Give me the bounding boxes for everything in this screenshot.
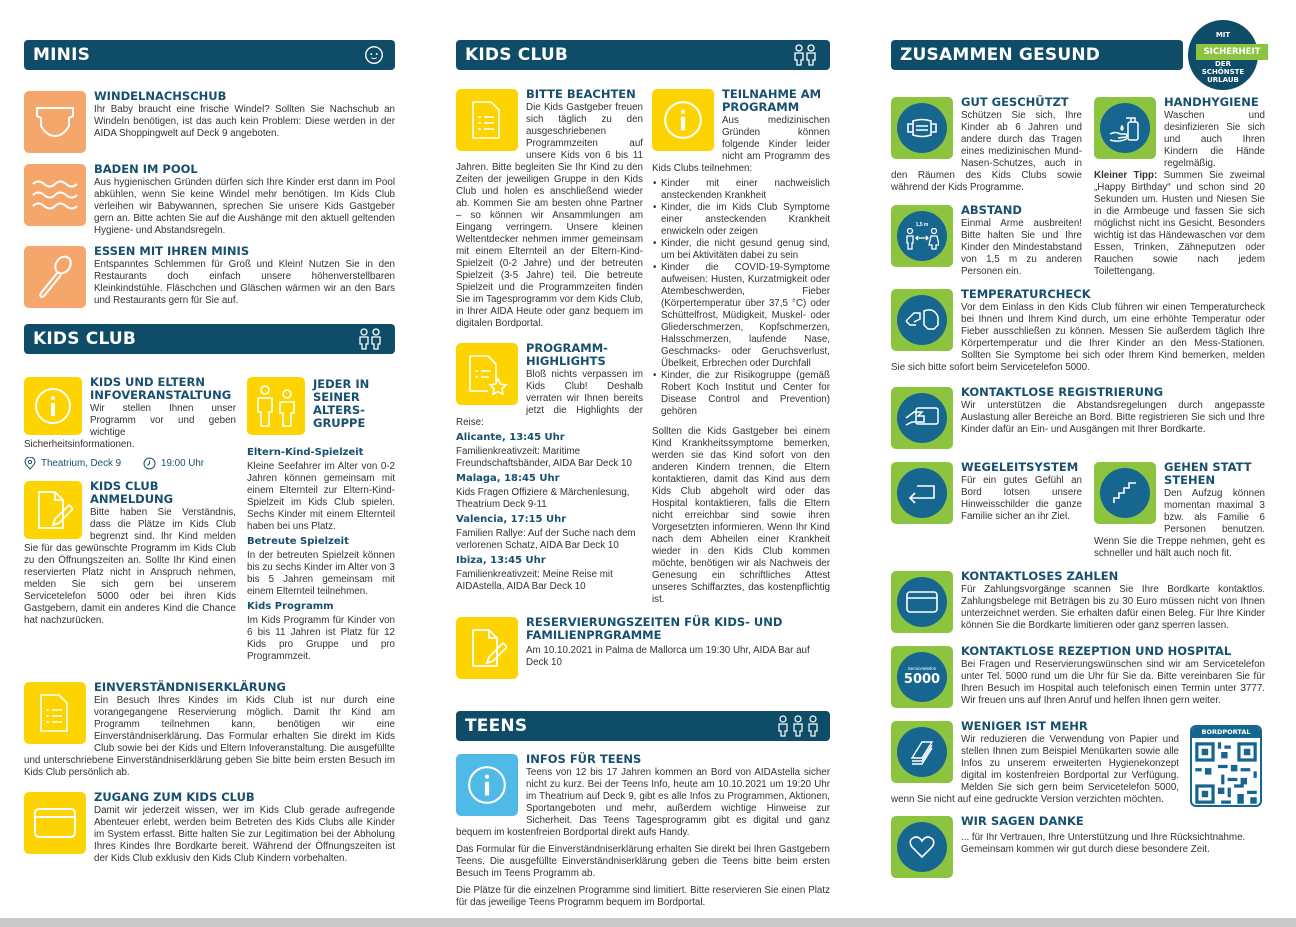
- item-text: Waschen und desinfizieren Sie sich und auch Ihren Kindern die Hände regelmäßig.: [1164, 110, 1265, 169]
- health-row-1: [891, 96, 1265, 278]
- distance-label: 1,5 m: [915, 222, 929, 228]
- item-title: TEMPERATURCHECK: [961, 287, 1091, 301]
- event-info-row: [24, 457, 236, 470]
- item-text: Ihr Baby braucht eine frische Windel? Sollten Sie Nachschub an Windeln benötigen, ist das auch kein Problem: Diese werden in der AIDA Shoppingwelt auf Deck 9 angeboten.: [94, 104, 395, 139]
- list-item: • Kinder, die im Kids Club Symptome einer ansteckenden Krankheit enwickeln oder zeigen: [661, 202, 830, 238]
- item-text: Sollten die Kids Gastgeber bei einem Kind Krankheitssymptome bemerken, werden sie das Kind sofort von den anderen Kindern trennen, die Eltern kontaktieren, damit das Kind aus dem Kids Club abgeholt wird oder das Hospital kontaktieren, falls die Eltern nicht erreichbar sind sowie ihren Vorgesetzten informieren. Wenn Ihr Kind nach dem Abheilen einer Krankheit wieder in den Kids Club kommen möchte, benötigen wir als Nachweis der Genesung ein schriftliches Attest unseres Schiffarztes, das kostenpflichtig ist.: [652, 426, 830, 605]
- section-header-gesund: [891, 40, 1183, 95]
- children-icon: [355, 328, 385, 350]
- item-title: HANDHYGIENE: [1164, 95, 1259, 109]
- credit-card-icon: [891, 571, 953, 633]
- item-title: ESSEN MIT IHREN MINIS: [94, 244, 250, 258]
- badge-bottom: DER SCHÖNSTE URLAUB: [1201, 60, 1245, 84]
- spoon-icon: [24, 246, 86, 308]
- section-title: MINIS: [33, 45, 91, 65]
- location-info: [24, 457, 121, 470]
- item-title: ZUGANG ZUM KIDS CLUB: [94, 790, 255, 804]
- item-title: WENIGER IST MEHR: [961, 719, 1088, 733]
- item-title: PROGRAMM-HIGHLIGHTS: [526, 341, 608, 368]
- item-gehen-statt-stehen: [1094, 461, 1265, 560]
- group-title: Betreute Spielzeit: [247, 536, 349, 547]
- item-text: Wir unterstützen die Abstandsregelungen durch angepasste Auslastung aller Bereiche an Bord. Bitte registrieren Sie sich und Ihre Kinder dafür an Ein- und Ausgängen mit Ihrer Bordkarte.: [961, 400, 1265, 435]
- list-item: • Kinder die COVID-19-Symptome aufweisen: Husten, Kurzatmigkeit oder Atembeschwerden, Fieber (Körpertemperatur über 37,5 °C) oder Schüttelfrost, Müdigkeit, Muskel- oder Gliederschmerzen, Kopfschmerzen, Halsschmerzen, laufende Nase, Geschmacks- oder Geruchsverlust, Übelkeit, Erbrechen oder Durchfall: [661, 262, 830, 370]
- children-icon: [247, 377, 305, 435]
- exclusion-list: [652, 178, 830, 418]
- event-when: Alicante, 13:45 Uhr: [456, 432, 565, 443]
- item-wegeleitsystem: [891, 461, 1082, 526]
- item-text: Die Plätze für die einzelnen Programme sind limitiert. Bitte reservieren Sie einen Platz für das jeweilige Teens Programm bequem im Bordportal.: [456, 885, 830, 908]
- item-title: WEGELEITSYSTEM: [961, 460, 1079, 474]
- item-text: Aus hygienischen Gründen dürfen sich Ihre Kinder erst dann im Pool abkühlen, wenn Sie keine Windel mehr benötigen. Im Kids Club verleihen wir Babywannen, sprechen Sie unsere Kids Gastgeber gern an. Bitte achten Sie auf die Aushänge mit den aktuell geltenden Hygiene- und Abstandsregeln.: [94, 177, 395, 236]
- info-icon: [24, 377, 82, 435]
- card-hand-icon: [891, 387, 953, 449]
- event-what: Familien Rallye: Auf der Suche nach dem verlorenen Schatz, AIDA Bar Deck 10: [456, 528, 636, 551]
- item-kontaktlose-registrierung: [891, 386, 1265, 451]
- item-windelnachschub: [24, 90, 395, 155]
- tip-text: [1094, 170, 1265, 278]
- item-text: Aus medizinischen Gründen können folgende Kinder leider nicht am Programm des Kids Clubs teilnehmen:: [652, 115, 830, 174]
- item-temperaturcheck: [891, 288, 1265, 374]
- event-what: Familienkreativzeit: Maritime Freundschaftsbänder, AIDA Bar Deck 10: [456, 446, 632, 469]
- servicetelefon-icon: [891, 646, 953, 708]
- list-item: • Kinder mit einer nachweislich ansteckenden Krankheit: [661, 178, 830, 202]
- event-when: Valencia, 17:15 Uhr: [456, 514, 567, 525]
- item-text: ... für Ihr Vertrauen, Ihre Unterstützung und Ihre Rücksichtnahme. Gemeinsam kommen wir gut durch diese besondere Zeit.: [961, 832, 1246, 855]
- event-what: Kids Fragen Offiziere & Märchenlesung, Theatrium Deck 9-11: [456, 487, 630, 510]
- return-arrow-icon: [891, 462, 953, 524]
- qr-label: BORDPORTAL: [1192, 727, 1260, 738]
- item-title: WINDELNACHSCHUB: [94, 89, 227, 103]
- baby-face-icon: [363, 44, 385, 66]
- location-text: Theatrium, Deck 9: [41, 458, 122, 469]
- bottom-edge: [0, 918, 1296, 927]
- health-row-3: [891, 720, 1265, 807]
- item-text: Ein Besuch Ihres Kindes im Kids Club ist nur durch eine vorangegangene Reservierung möglich. Damit Ihr Kind am Programm teilnehmen kann, benötigen wir eine Einverständniserklärung. Das Formular erhalten Sie direkt im Kids Club sowie bei der Kids und Eltern Infoveranstaltung. Die ausgefüllte und unterschriebene Einverständniserklärung geben Sie bitte beim ersten Besuch im Kids Club persönlich ab.: [24, 695, 395, 778]
- group-text: In der betreuten Spielzeit können bis zu sechs Kinder im Alter von 3 bis 5 Jahren gemeinsam mit einem Elternteil teilnehmen.: [247, 550, 395, 597]
- item-baden-im-pool: [24, 163, 395, 237]
- item-text: Entspanntes Schlemmen für Groß und Klein! Nutzen Sie in den Restaurants doch einfach unsere höhenverstellbaren Kleinkindstühle. Fläschchen und Gläschen wärmen wir an den Bars und Restaurants gern für Sie auf.: [94, 259, 395, 306]
- item-title: INFOS FÜR TEENS: [526, 752, 642, 766]
- bordportal-qr-code[interactable]: [1190, 725, 1262, 807]
- servicetelefon-number: 5000: [903, 671, 941, 687]
- item-programm-highlights: [456, 342, 643, 593]
- item-teilnahme-programm: [652, 88, 830, 606]
- section-title: ZUSAMMEN GESUND BLEIBEN: [900, 45, 1101, 95]
- group-title: Kids Programm: [247, 601, 334, 612]
- item-title: ABSTAND: [961, 203, 1022, 217]
- column-right: [891, 40, 1265, 880]
- tip-body: Summen Sie zweimal „Happy Birthday“ und schon sind 20 Sekunden um. Husten und Niesen Sie in die Armbeuge und fassen Sie sich möglichst nicht ins Gesicht. Besonders wichtig ist das Händewaschen vor dem Essen, Trinken, Zähneputzen oder Rauchen sowie nach jedem Toilettengang.: [1094, 170, 1265, 277]
- item-kids-eltern-info: [24, 376, 236, 451]
- time-info: [143, 457, 204, 470]
- section-title: TEENS: [465, 716, 528, 736]
- info-icon: [652, 89, 714, 151]
- distance-icon: [891, 205, 953, 267]
- checklist-document-icon: [456, 89, 518, 151]
- item-zugang-kids-club: [24, 791, 395, 865]
- item-text: Bloß nichts verpassen im Kids Club! Deshalb verraten wir Ihnen bereits jetzt die Highlights der Reise:: [456, 369, 643, 428]
- list-item: • Kinder, die nicht gesund genug sind, um bei Aktivitäten dabei zu sein: [661, 238, 830, 262]
- item-title: EINVERSTÄNDNISERKLÄRUNG: [94, 680, 286, 694]
- item-text: Teens von 12 bis 17 Jahren kommen an Bord von AIDAstella sicher nicht zu kurz. Bei der Teens Info, heute am 10.10.2021 um 19:20 Uhr im Theatrium auf Deck 9, gibt es alle Infos zu Programmen, Aktionen, Sportangeboten und mehr, außerdem wichtige Hinweise zur Sicherheit. Das Teens Tagesprogramm gibt es digital und ganz bequem im kostenfreien Bordportal direkt aufs Handy.: [456, 767, 830, 838]
- column-middle: [456, 40, 830, 909]
- item-text: Vor dem Einlass in den Kids Club führen wir einen Temperaturcheck bei Ihnen und Ihrem Kind durch, um eine erhöhte Temperatur oder Fieber ausschließen zu können. Messen Sie außerdem täglich Ihre Körpertemperatur und die Ihrer Kinder an den Mess-Stationen. Sollten Sie Symptome bei sich oder Ihrem Kind bemerken, melden Sie sich bitte sofort beim Servicetelefon 5000.: [891, 302, 1265, 373]
- item-text: Schützen Sie sich, Ihre Kinder ab 6 Jahren und andere durch das Tragen eines medizinischen Mund-Nasen-Schutzes, auch in den Räumen des Kids Clubs sowie während der Kids Programme.: [891, 110, 1082, 193]
- item-kids-club-anmeldung: [24, 480, 236, 627]
- badge-top: MIT: [1215, 31, 1231, 39]
- section-header-kids-club-2: [456, 40, 830, 70]
- checklist-document-icon: [24, 682, 86, 744]
- item-text: Wir reduzieren die Verwendung von Papier und stellen Ihnen zum Beispiel Menükarten sowie alle Infos zu unserem erweiterten Hygienekonzept digital im kostenfreien Bordportal zur Verfügung. Melden Sie sich gern beim Servicetelefon 5000, wenn Sie nicht auf eine gedruckte Version verzichten möchten.: [891, 734, 1179, 805]
- item-gut-geschuetzt: [891, 96, 1082, 194]
- hand-sanitizer-icon: [1094, 97, 1156, 159]
- time-text: 19:00 Uhr: [161, 458, 205, 469]
- section-header-teens: [456, 711, 830, 741]
- item-title: GEHEN STATT STEHEN: [1164, 460, 1252, 487]
- group-title: Eltern-Kind-Spielzeit: [247, 447, 364, 458]
- column-left: [24, 40, 395, 865]
- item-wir-sagen-danke: [891, 815, 1265, 880]
- heart-icon: [891, 816, 953, 878]
- item-title: GUT GESCHÜTZT: [961, 95, 1069, 109]
- section-title: KIDS CLUB: [33, 329, 137, 349]
- event-what: Familienkreativzeit: Meine Reise mit AIDAstella, AIDA Bar Deck 10: [456, 569, 613, 592]
- item-text: Für Zahlungsvorgänge scannen Sie Ihre Bordkarte kontaktlos. Zahlungsbelege mit Beträgen bis zu 30 Euro müssen nicht von Ihnen unterzeichnet werden. Sie erhalten dafür einen Beleg. Für Ihre Kinder können Sie die Bordkarte limitieren oder ganz sperren lassen.: [961, 584, 1265, 631]
- item-text: Bei Fragen und Reservierungswünschen sind wir am Servicetelefon unter Tel. 5000 rund um die Uhr für Sie da. Bitte vereinbaren Sie für Ihren Besuch im Hospital auch telefonisch einen Termin unter 3777. Wir freuen uns auf Ihren Anruf und helfen Ihnen gern weiter.: [961, 659, 1265, 706]
- kids-club-mid-left-subcolumn: [456, 88, 643, 593]
- item-title: KONTAKTLOSE REZEPTION UND HOSPITAL: [961, 644, 1232, 658]
- document-pen-icon: [24, 481, 82, 539]
- map-pin-icon: [24, 457, 36, 470]
- teens-icon: [776, 715, 820, 737]
- tip-label: Kleiner Tipp:: [1094, 170, 1158, 181]
- item-text: Bitte haben Sie Verständnis, dass die Plätze im Kids Club begrenzt sind. Ihr Kind melden Sie für das gewünschte Programm im Kids Club zu den Öffnungszeiten an. Sollte Ihr Kind einen reservierten Platz nicht in Anspruch nehmen, melden Sie sich gern bei unserem Servicetelefon 5000 oder bei ihren Kids Gastgebern, damit ein anderes Kind die Chance hat nachzurücken.: [24, 507, 236, 626]
- item-altersgruppe: [247, 376, 395, 663]
- section-header-kids-club: [24, 324, 395, 354]
- item-text: Die Kids Gastgeber freuen sich täglich zu den ausgeschriebenen Programmzeiten auf unsere Kids von 6 bis 11 Jahren. Bitte begleiten Sie Ihr Kind zu den Zeiten der jeweiligen Gruppe in den Kids Club und holen es anschließend wieder ab. Kommen Sie am besten ohne Partner – so können wir Ansammlungen am Eingang verringern. Unsere kleinen Weltentdecker nehmen immer gemeinsam mit einem Elternteil an der Eltern-Kind-Spielzeit (0-2 Jahre) und der betreuten Spielzeit (3-5 Jahre) teil. Die betreute Spielzeit und die Programmzeiten finden Sie im Tagesprogramm vor dem Kids Club, in Ihrer AIDA Heute oder ganz bequem im digitalen Bordportal.: [456, 102, 643, 329]
- stairs-icon: [1094, 462, 1156, 524]
- section-header-minis: [24, 40, 395, 70]
- kids-club-row: [24, 376, 395, 663]
- waves-icon: [24, 164, 86, 226]
- badge-ribbon: SICHERHEIT: [1196, 44, 1268, 60]
- item-bitte-beachten: [456, 88, 643, 330]
- item-title: BADEN IM POOL: [94, 162, 198, 176]
- item-einverstaendniserklaerung: [24, 681, 395, 779]
- item-essen-mit-minis: [24, 245, 395, 310]
- event-when: Ibiza, 13:45 Uhr: [456, 555, 546, 566]
- item-kontaktlose-rezeption: [891, 645, 1265, 710]
- item-weniger-ist-mehr: [891, 720, 1179, 806]
- item-title: KIDS UND ELTERN INFOVERANSTALTUNG: [90, 375, 232, 402]
- item-text: Das Formular für die Einverständniserklärung erhalten Sie direkt bei Ihren Gastgebern Teens. Die ausgefüllte Einverständniserklärung geben die Teens bitte beim ersten Besuch im Teens Programm ab.: [456, 844, 830, 879]
- item-title: RESERVIERUNGSZEITEN FÜR KIDS- UND FAMILIENPRGRAMME: [526, 615, 783, 642]
- kids-club-mid-row: [456, 88, 830, 606]
- item-title: TEILNAHME AM PROGRAMM: [722, 87, 822, 114]
- diaper-icon: [24, 91, 86, 153]
- paper-stack-icon: [891, 721, 953, 783]
- item-title: KONTAKTLOSE REGISTRIERUNG: [961, 385, 1164, 399]
- item-reservierungszeiten: [456, 616, 830, 681]
- item-text: Am 10.10.2021 in Palma de Mallorca um 19:30 Uhr, AIDA Bar auf Deck 10: [526, 645, 810, 668]
- item-text: Einmal Arme ausbreiten! Bitte halten Sie und Ihre Kinder den Mindestabstand von 1,5 m zu anderen Personen ein.: [961, 218, 1082, 277]
- health-row-1-left: [891, 96, 1082, 278]
- document-pen-icon: [456, 617, 518, 679]
- card-icon: [24, 792, 86, 854]
- document-star-icon: [456, 343, 518, 405]
- qr-code-icon: [1192, 739, 1260, 807]
- clock-icon: [143, 457, 156, 470]
- group-text: Im Kids Programm für Kinder von 6 bis 11 Jahren ist Platz für 12 Kids pro Gruppe und pro Programmzeit.: [247, 615, 395, 662]
- item-text: Den Aufzug können momentan maximal 3 bzw. als Familie 6 Personen benutzen. Wenn Sie die Treppe nehmen, geht es schneller und hält auch noch fit.: [1094, 488, 1265, 559]
- group-text: Kleine Seefahrer im Alter von 0-2 Jahren können gemeinsam mit einem Elternteil zur Eltern-Kind-Spielzeit im Kids Club spielen. Sechs Kinder mit einem Elternteil haben bei uns Platz.: [247, 461, 395, 532]
- servicetelefon-label: Servicetelefon: [907, 666, 937, 672]
- item-title: KONTAKTLOSES ZAHLEN: [961, 569, 1119, 583]
- face-mask-icon: [891, 97, 953, 159]
- info-icon: [456, 754, 518, 816]
- item-text: Für ein gutes Gefühl an Bord lotsen unsere Hinweisschilder die ganze Familie sicher an ihr Ziel.: [961, 475, 1082, 522]
- list-item: • Kinder, die zur Risikogruppe (gemäß Robert Koch Institut und Center for Disease Control and Prevention) gehören: [661, 370, 830, 418]
- item-handhygiene: [1094, 96, 1265, 278]
- item-infos-fuer-teens: [456, 753, 830, 909]
- item-title: JEDER IN SEINER ALTERS-GRUPPE: [313, 377, 370, 430]
- item-kontaktloses-zahlen: [891, 570, 1265, 635]
- kids-club-left-subcolumn: [24, 376, 236, 627]
- item-title: BITTE BEACHTEN: [526, 87, 636, 101]
- health-row-2: [891, 461, 1265, 560]
- item-text: Wir stellen Ihnen unser Programm vor und geben wichtige Sicherheitsinformationen.: [24, 403, 236, 450]
- item-abstand: [891, 204, 1082, 278]
- item-text: Damit wir jederzeit wissen, wer im Kids Club gerade aufregende Abenteuer erlebt, werden beim Betreten des Kids Clubs alle Kinder im System erfasst. Bitte halten Sie zur Legitimation bei der Abholung Ihres Kindes Ihre Bordkarte bereit. Während der Öffnungszeiten ist der Kids Club exklusiv den Kids Club Kindern vorbehalten.: [94, 805, 395, 864]
- item-title: KIDS CLUB ANMELDUNG: [90, 479, 174, 506]
- section-title: KIDS CLUB: [465, 45, 569, 65]
- item-title: WIR SAGEN DANKE: [961, 814, 1084, 828]
- event-when: Malaga, 18:45 Uhr: [456, 473, 560, 484]
- children-icon: [790, 44, 820, 66]
- thermometer-scan-icon: [891, 289, 953, 351]
